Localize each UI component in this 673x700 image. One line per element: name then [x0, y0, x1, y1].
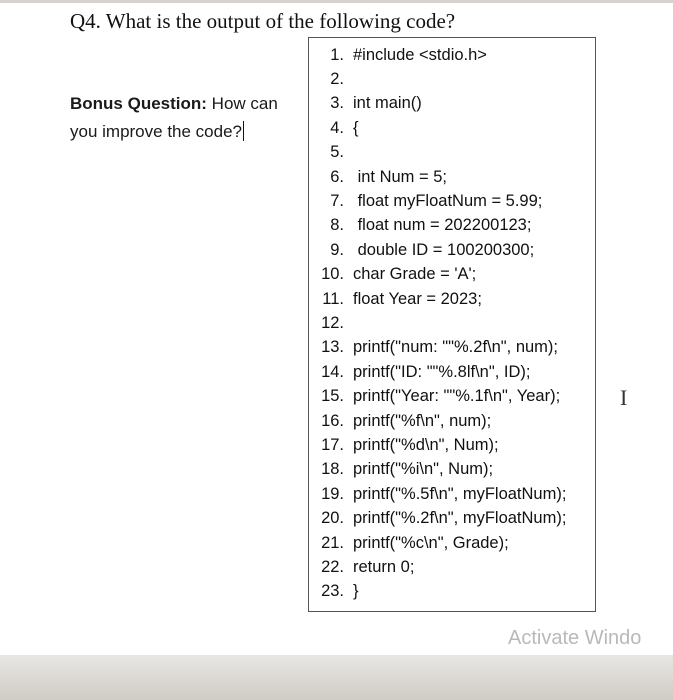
line-number: 15.: [321, 387, 344, 406]
line-number: 4.: [330, 118, 344, 137]
code-line: [317, 311, 595, 335]
line-number: 16.: [321, 411, 344, 430]
line-number: 13.: [321, 338, 344, 357]
line-number: 17.: [321, 435, 344, 454]
code-line: [317, 43, 595, 67]
code-line: [317, 165, 595, 189]
code-line: [317, 287, 595, 311]
code-text: {: [353, 118, 359, 137]
line-number: 3.: [330, 94, 344, 113]
text-caret: [243, 121, 244, 141]
code-line: [317, 384, 595, 408]
code-text: char Grade = 'A';: [353, 265, 477, 284]
code-line: [317, 531, 595, 555]
code-line: [317, 482, 595, 506]
code-line: [317, 189, 595, 213]
line-number: 23.: [321, 582, 344, 601]
code-line: [317, 458, 595, 482]
code-text: float myFloatNum = 5.99;: [353, 192, 543, 211]
code-line: [317, 116, 595, 140]
code-line: [317, 580, 595, 604]
code-text: #include <stdio.h>: [353, 45, 487, 64]
bonus-text: How can you improve the code?: [70, 94, 278, 141]
line-number: 10.: [321, 265, 344, 284]
code-text: printf("%.5f\n", myFloatNum);: [353, 484, 567, 503]
photo-frame-bottom: [0, 655, 673, 700]
code-text: double ID = 100200300;: [353, 240, 535, 259]
code-listing: [308, 37, 596, 612]
line-number: 1.: [330, 45, 344, 64]
code-text: printf("Year: ""%.1f\n", Year);: [353, 387, 561, 406]
code-line: [317, 336, 595, 360]
code-text: int main(): [353, 94, 422, 113]
line-number: 18.: [321, 460, 344, 479]
code-line: [317, 555, 595, 579]
code-line: [317, 238, 595, 262]
bonus-label: Bonus Question:: [70, 94, 207, 113]
code-line: [317, 263, 595, 287]
bonus-question[interactable]: [70, 90, 292, 146]
ibeam-cursor-icon: I: [620, 385, 628, 410]
line-number: 14.: [321, 362, 344, 381]
code-line: [317, 141, 595, 165]
code-text: printf("%c\n", Grade);: [353, 533, 509, 552]
question-heading: Q4. What is the output of the following code?: [70, 9, 456, 33]
line-number: 19.: [321, 484, 344, 503]
code-text: }: [353, 582, 359, 601]
line-number: 11.: [322, 289, 344, 308]
line-number: 21.: [321, 533, 344, 552]
line-number: 7.: [330, 192, 344, 211]
line-number: 5.: [330, 143, 344, 162]
line-number: 20.: [321, 509, 344, 528]
code-line: [317, 360, 595, 384]
code-line: [317, 214, 595, 238]
line-number: 12.: [321, 313, 344, 332]
code-line: [317, 409, 595, 433]
code-line: [317, 506, 595, 530]
code-text: printf("%i\n", Num);: [353, 460, 494, 479]
line-number: 2.: [330, 70, 344, 89]
code-text: printf("ID: ""%.8lf\n", ID);: [353, 362, 531, 381]
line-number: 8.: [330, 216, 344, 235]
line-number: 9.: [330, 240, 344, 259]
code-line: [317, 92, 595, 116]
code-line: [317, 67, 595, 91]
code-text: float Year = 2023;: [353, 289, 482, 308]
code-text: printf("%f\n", num);: [353, 411, 492, 430]
line-number: 22.: [321, 557, 344, 576]
code-text: printf("num: ""%.2f\n", num);: [353, 338, 558, 357]
code-text: printf("%d\n", Num);: [353, 435, 499, 454]
code-text: int Num = 5;: [353, 167, 447, 186]
watermark-title: Activate Windo: [508, 627, 642, 649]
photo-frame-edge: [0, 0, 673, 3]
code-text: printf("%.2f\n", myFloatNum);: [353, 509, 567, 528]
code-text: return 0;: [353, 557, 415, 576]
code-line: [317, 433, 595, 457]
line-number: 6.: [330, 167, 344, 186]
code-text: float num = 202200123;: [353, 216, 532, 235]
